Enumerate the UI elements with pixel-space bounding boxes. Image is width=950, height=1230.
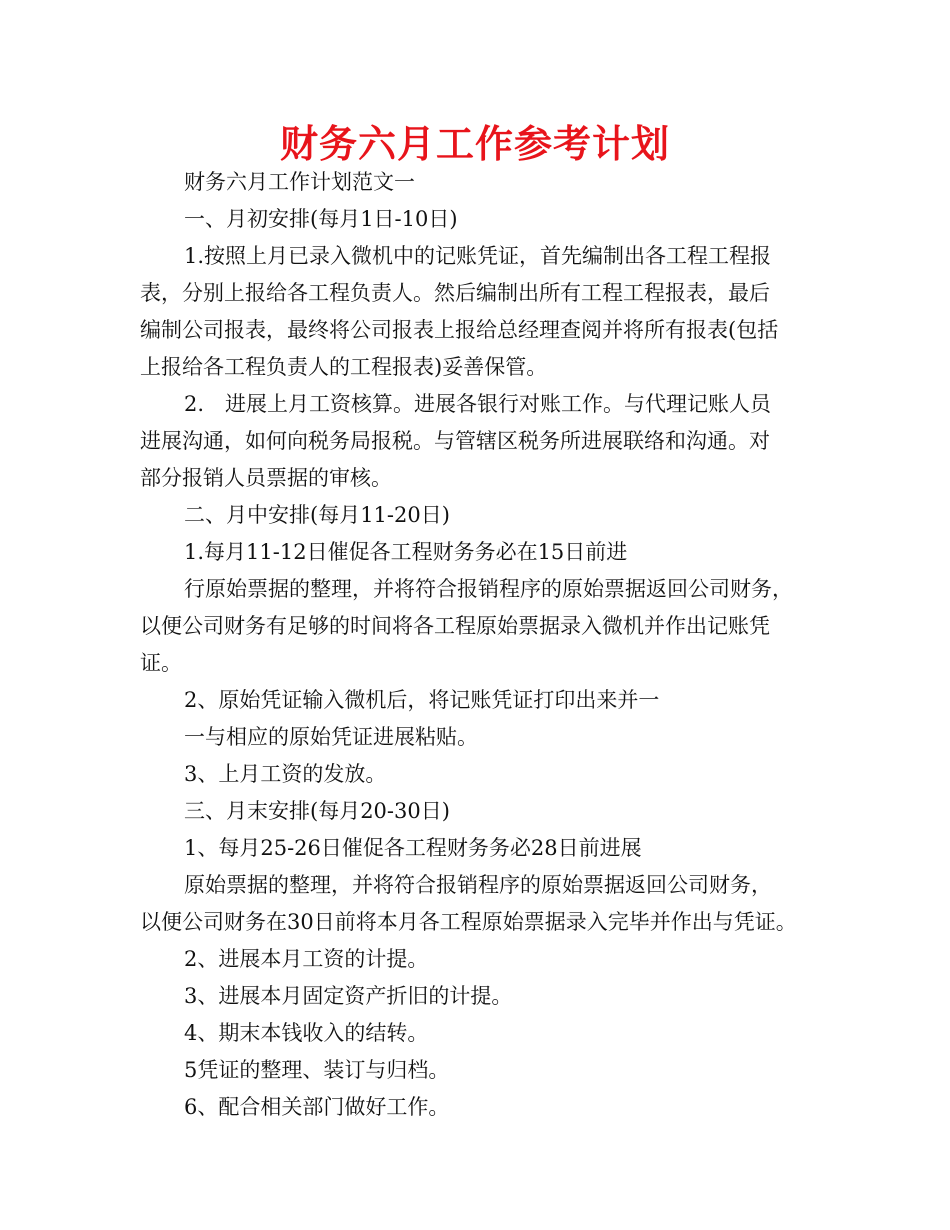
- text-line: 以便公司财务在30日前将本月各工程原始票据录入完毕并作出与凭证。: [140, 910, 797, 934]
- text-line: 财务六月工作计划范文一: [184, 170, 415, 194]
- text-line: 证。: [140, 651, 182, 675]
- text-line: 1.按照上月已录入微机中的记账凭证，首先编制出各工程工程报: [184, 244, 772, 268]
- text-line: 2、进展本月工资的计提。: [184, 947, 429, 971]
- text-line: 2、原始凭证输入微机后，将记账凭证打印出来并一: [184, 688, 660, 712]
- text-line: 行原始票据的整理，并将符合报销程序的原始票据返回公司财务，: [184, 577, 793, 601]
- section-heading: 三、月末安排(每月20-30日): [184, 799, 450, 823]
- text-line: 1.每月11-12日催促各工程财务务必在15日前进: [184, 540, 628, 564]
- document-title: 财务六月工作参考计划: [279, 122, 670, 166]
- text-line: 编制公司报表，最终将公司报表上报给总经理查阅并将所有报表(包括: [140, 318, 779, 342]
- text-line: 表，分别上报给各工程负责人。然后编制出所有工程工程报表，最后: [140, 281, 770, 305]
- text-line: 5凭证的整理、装订与归档。: [184, 1058, 450, 1082]
- text-line: 原始票据的整理，并将符合报销程序的原始票据返回公司财务，: [184, 873, 772, 897]
- text-line: 以便公司财务有足够的时间将各工程原始票据录入微机并作出记账凭: [140, 614, 770, 638]
- text-line: 6、配合相关部门做好工作。: [184, 1095, 450, 1119]
- document-body: [140, 164, 812, 1126]
- text-line: 一与相应的原始凭证进展粘贴。: [184, 725, 478, 749]
- section-heading: 一、月初安排(每月1日-10日): [184, 207, 458, 231]
- text-line: 上报给各工程负责人的工程报表)妥善保管。: [140, 355, 548, 379]
- text-line: 1、每月25-26日催促各工程财务务必28日前进展: [184, 836, 642, 860]
- text-line: 3、上月工资的发放。: [184, 762, 387, 786]
- text-line: 进展沟通，如何向税务局报税。与管辖区税务所进展联络和沟通。对: [140, 429, 770, 453]
- text-line: 3、进展本月固定资产折旧的计提。: [184, 984, 513, 1008]
- text-line: 4、期末本钱收入的结转。: [184, 1021, 429, 1045]
- text-line: 部分报销人员票据的审核。: [140, 466, 392, 490]
- section-heading: 二、月中安排(每月11-20日): [184, 503, 450, 527]
- text-line: 2. 进展上月工资核算。进展各银行对账工作。与代理记账人员: [184, 392, 772, 416]
